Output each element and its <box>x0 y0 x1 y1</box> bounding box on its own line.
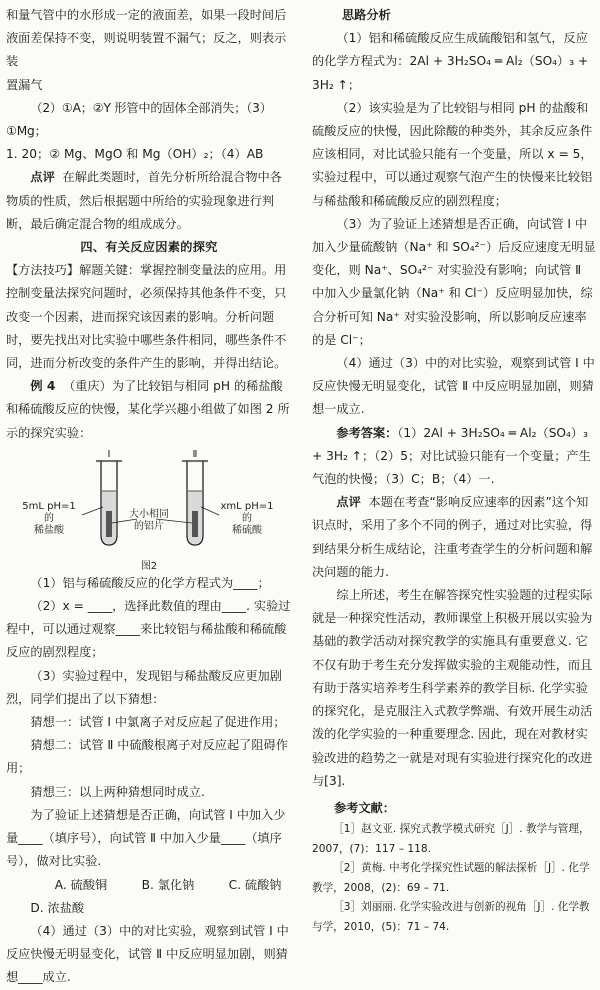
reference-item: ［2］黄梅. 中考化学探究性试题的解法探析［J］. 化学教学，2008，(2)：69 – 71. <box>312 862 590 894</box>
section-heading: 四、有关反应因素的探究 <box>80 240 218 255</box>
question-4: （4）通过（3）中的对比实验，观察到试管 Ⅰ 中反应快慢无明显变化，试管 Ⅱ 中反应明显加剧，则猜想____成立. <box>6 923 289 985</box>
conclusion-paragraph: 综上所述，考生在解答探究性实验题的过程实际就是一种探究性活动，教师课堂上积极开展以实验为基础的教学活动对探究教学的实施具有重要意义. 它不仅有助于考生充分发挥做实验的主观能动性，而且有助于落实培养考生科学素养的教学目标. 化学实验的探究化，是克服注入式教学弊端、有效开展生动活泼的化学实验的一种重要理念. 因此，现在对教材实验改进的趋势之一就是对现有实验进行探究化的改进与[3]. <box>312 588 593 788</box>
figure-caption: 图2 <box>140 560 158 572</box>
option-a: A. 硫酸铜 <box>54 877 108 892</box>
left-solution-label: 5mL pH=1 的 稀盐酸 <box>22 500 76 536</box>
option-d: D. 浓盐酸 <box>30 900 85 915</box>
guess-3: 猜想三：以上两种猜想同时成立. <box>30 784 205 799</box>
analysis-4: （4）通过（3）中的对比实验，观察到试管 Ⅰ 中反应快慢无明显变化，试管 Ⅱ 中反应明显加剧，则猜想一成立. <box>312 356 595 417</box>
example-source: （重庆） <box>63 379 112 394</box>
reference-answer <box>312 422 596 492</box>
option-c: C. 硫酸钠 <box>228 877 282 892</box>
right-column <box>312 4 596 938</box>
references-list <box>312 820 596 938</box>
comment-label: 点评 <box>30 170 55 185</box>
left-column <box>6 4 292 990</box>
analysis-2: （2）该实验是为了比较铝与相同 pH 的盐酸和硫酸反应的快慢，因此除酸的种类外，其余反应条件应该相同，对比试验只能有一个变量，所以 x = 5，实验过程中，可以通过观察气泡产生的快慢来比较铝与稀盐酸和稀硫酸反应的剧烈程度； <box>312 100 593 208</box>
analysis-3: （3）为了验证上述猜想是否正确，向试管 Ⅰ 中加入少量硫酸钠（Na⁺ 和 SO₄²⁻）后反应速度无明显变化，则 Na⁺、SO₄²⁻ 对实验没有影响；向试管 Ⅱ 中加入少量氯化钠（Na⁺ 和 Cl⁻）反应明显加快，综合分析可知 Na⁺ 对实验没影响，所以影响反应速率的是 Cl⁻； <box>312 216 596 347</box>
method-paragraph <box>6 259 292 375</box>
guess-1: 猜想一：试管 Ⅰ 中氯离子对反应起了促进作用； <box>30 715 286 730</box>
right-solution-label: xmL pH=1 的 稀硫酸 <box>220 500 274 536</box>
comment-label: 点评 <box>336 495 361 510</box>
analysis-1: （1）铝和稀硫酸反应生成硫酸铝和氢气，反应的化学方程式为：2Al + 3H₂SO₄ ═ Al₂（SO₄）₃ + 3H₂ ↑； <box>312 31 589 92</box>
question-3: （3）实验过程中，发现铝与稀盐酸反应更加剧烈，同学们提出了以下猜想： <box>6 668 282 706</box>
answer-line: 1. 20；② Mg、MgO 和 Mg（OH）₂；（4）AB <box>6 147 264 162</box>
answer-line: （2）①A；②Y 形管中的固体全部消失；（3）①Mg； <box>6 100 272 139</box>
paragraph: 和量气管中的水形成一定的液面差，如果一段时间后 <box>6 8 287 22</box>
tube-1-label: Ⅰ <box>107 448 111 460</box>
example-text: 为了比较铝与相同 pH 的稀盐酸和稀硫酸反应的快慢，某化学兴趣小组做了如图 2 所示的探究实验： <box>6 379 290 440</box>
reference-answer-text: （1）2Al + 3H₂SO₄ ═ Al₂（SO₄）₃ + 3H₂ ↑；（2）5；对比试验只能有一个变量；产生气泡的快慢；（3）C；B；（4）一. <box>312 425 591 487</box>
comment-paragraph <box>6 166 292 236</box>
reference-answer-label: 参考答案： <box>336 425 398 440</box>
example-label: 例 4 <box>30 379 56 394</box>
aluminum-sheet-label: 大小相同 的铝片 <box>129 508 169 532</box>
comment-paragraph <box>312 491 596 584</box>
comment-text: 本题在考查“影响反应速率的因素”这个知识点时，采用了多个不同的例子，通过对比实验，得到结果分析生成结论，注重考查学生的分析问题和解决问题的能力. <box>312 495 593 579</box>
analysis-heading: 思路分析 <box>342 8 391 22</box>
reference-item: ［3］刘丽丽. 化学实验改进与创新的视角［J］. 化学教与学，2010，(5)：71 – 74. <box>312 901 590 934</box>
paragraph: 液面差保持不变，则说明装置不漏气；反之，则表示装 <box>6 31 287 69</box>
references-heading: 参考文献： <box>334 800 395 815</box>
question-3-part-b: 为了验证上述猜想是否正确，向试管 Ⅰ 中加入少量____（填序号），向试管 Ⅱ 中加入少量____（填序号），做对比实验. <box>6 807 286 869</box>
option-b: B. 氯化钠 <box>141 877 195 892</box>
example-paragraph <box>6 375 292 445</box>
question-2: （2）x = ____，选择此数值的理由____. 实验过程中，可以通过观察____来比较铝与稀盐酸和稀硫酸反应的剧烈程度； <box>6 599 291 660</box>
experiment-figure <box>6 448 292 572</box>
comment-text: 在解此类题时，首先分析所给混合物中各物质的性质，然后根据题中所给的实验现象进行判断，最后确定混合物的组成成分。 <box>6 170 282 231</box>
paragraph: 置漏气 <box>6 77 43 92</box>
options-line <box>6 874 292 920</box>
reference-item: ［1］赵文亚. 探究式教学模式研究［J］. 教学与管理，2007，(7)：117 – 118. <box>312 823 590 855</box>
question-1: （1）铝与稀硫酸反应的化学方程式为____； <box>30 575 270 590</box>
method-text: 解题关键：掌握控制变量法的应用。用控制变量法探究问题时，必须保持其他条件不变，只改变一个因素，进而探究该因素的影响。分析问题时，要先找出对比实验中哪些条件相同，哪些条件不同，进而分析改变的条件产生的影响，并得出结论。 <box>6 263 287 371</box>
guess-2: 猜想二：试管 Ⅱ 中硫酸根离子对反应起了阻碍作用； <box>6 738 288 776</box>
method-label: 【方法技巧】 <box>6 263 80 278</box>
tube-2-label: Ⅱ <box>192 448 198 460</box>
